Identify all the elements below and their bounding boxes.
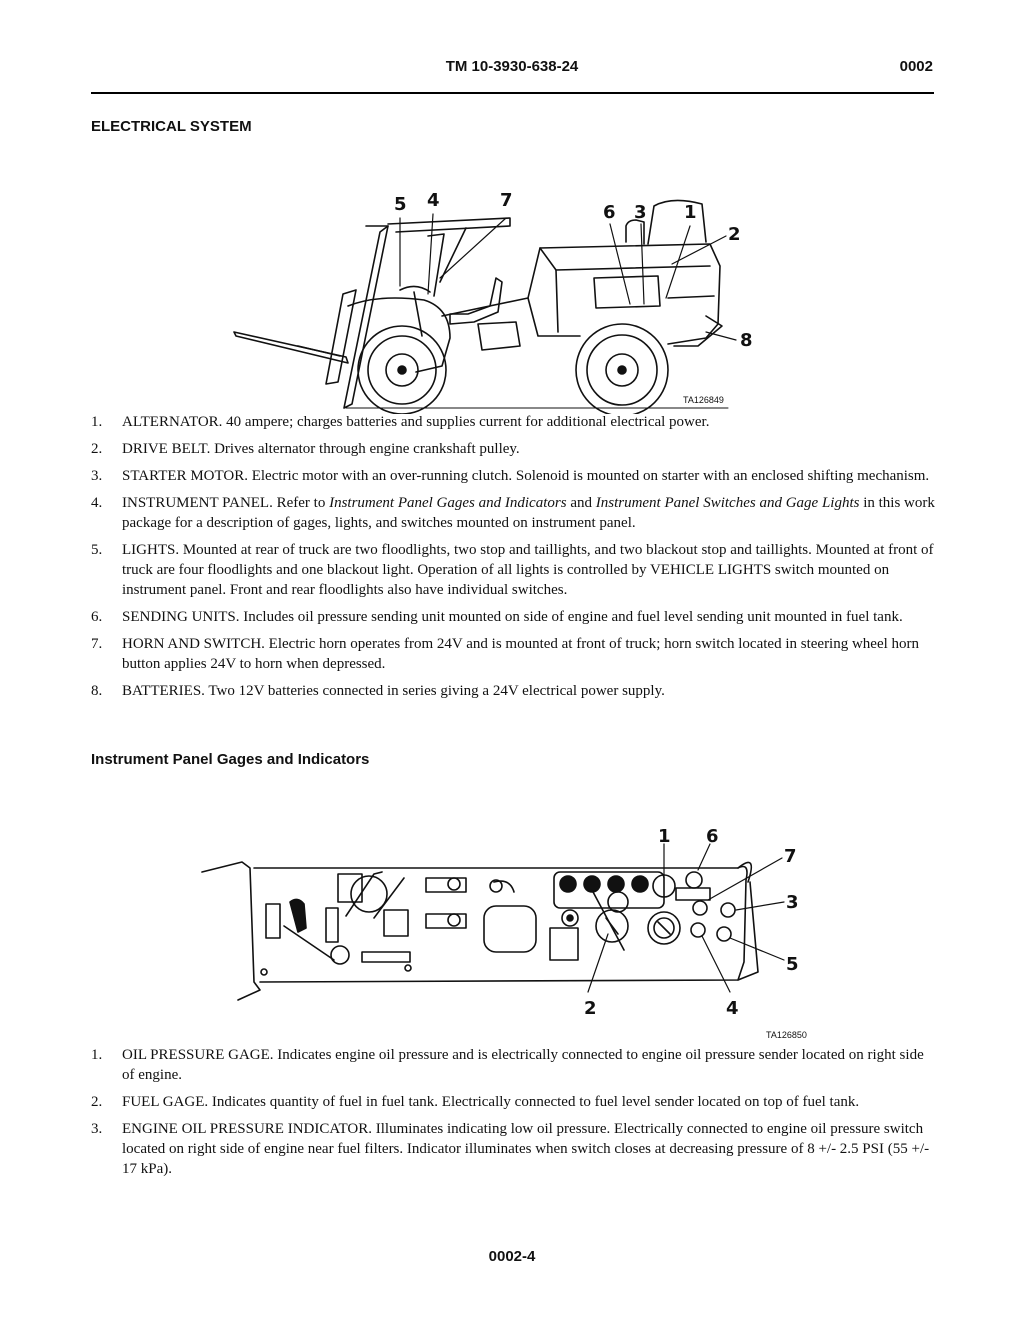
callout-1: 1 xyxy=(684,202,697,223)
item-text: LIGHTS. Mounted at rear of truck are two floodlights, two stop and taillights, and two blackout stop and taillights. Mounted at front of truck are four floodlights and one blackout light. Operation of all lights is controlled by VEHICLE LIGHTS switch mounted on instrument panel. Front and rear floodlights also have individual switches. xyxy=(122,542,934,598)
callout-3: 3 xyxy=(786,892,799,913)
forklift-drawing xyxy=(228,186,768,414)
callout-3: 3 xyxy=(634,202,647,223)
list-item xyxy=(91,412,936,432)
item-text-mid: and xyxy=(566,495,596,511)
section-title: ELECTRICAL SYSTEM xyxy=(91,118,252,135)
item-text: FUEL GAGE. Indicates quantity of fuel in fuel tank. Electrically connected to fuel level sender located on top of fuel tank. xyxy=(122,1094,860,1110)
callout-4: 4 xyxy=(726,998,739,1019)
callout-6: 6 xyxy=(706,826,719,847)
list-item xyxy=(91,1045,936,1085)
item-text-pre: INSTRUMENT PANEL. Refer to xyxy=(122,495,330,511)
list-item xyxy=(91,1092,936,1112)
callout-7: 7 xyxy=(500,190,513,211)
item-text-post: in this work package for a description of gages, lights, and switches mounted on instrument panel. xyxy=(122,495,935,531)
callout-6: 6 xyxy=(603,202,616,223)
electrical-components-list xyxy=(91,412,936,708)
list-item xyxy=(91,493,936,533)
item-number: 3. xyxy=(91,1121,103,1137)
callout-7: 7 xyxy=(784,846,797,867)
callout-4: 4 xyxy=(427,190,440,211)
list-item xyxy=(91,1119,936,1179)
gages-indicators-list xyxy=(91,1045,936,1186)
item-text: ALTERNATOR. 40 ampere; charges batteries and supplies current for additional electrical power. xyxy=(122,414,710,430)
item-text: OIL PRESSURE GAGE. Indicates engine oil pressure and is electrically connected to engine oil pressure sender located on right side of engine. xyxy=(122,1047,924,1083)
cross-reference-link[interactable]: Instrument Panel Gages and Indicators xyxy=(329,495,567,511)
subsection-title: Instrument Panel Gages and Indicators xyxy=(91,751,370,768)
item-number: 1. xyxy=(91,1047,103,1063)
item-number: 7. xyxy=(91,636,103,652)
callout-5: 5 xyxy=(394,194,407,215)
item-text: SENDING UNITS. Includes oil pressure sending unit mounted on side of engine and fuel level sending unit mounted in fuel tank. xyxy=(122,609,903,625)
item-number: 8. xyxy=(91,683,103,699)
list-item xyxy=(91,439,936,459)
header-rule xyxy=(91,92,934,94)
item-text: HORN AND SWITCH. Electric horn operates from 24V and is mounted at front of truck; horn switch located in steering wheel horn button applies 24V to horn when depressed. xyxy=(122,636,920,672)
list-item xyxy=(91,607,936,627)
callout-8: 8 xyxy=(740,330,753,351)
work-package-number: 0002 xyxy=(899,58,933,75)
list-item xyxy=(91,466,936,486)
callout-1: 1 xyxy=(658,826,671,847)
callout-2: 2 xyxy=(728,224,741,245)
item-number: 2. xyxy=(91,1094,103,1110)
list-item xyxy=(91,540,936,600)
item-number: 4. xyxy=(91,495,103,511)
figure-id: TA126849 xyxy=(683,395,724,405)
instrument-panel-illustration xyxy=(198,822,806,1022)
instrument-panel-drawing xyxy=(198,822,806,1022)
item-number: 3. xyxy=(91,468,103,484)
page-number: 0002-4 xyxy=(488,1248,536,1265)
callout-2: 2 xyxy=(584,998,597,1019)
item-text: DRIVE BELT. Drives alternator through engine crankshaft pulley. xyxy=(122,441,520,457)
item-number: 5. xyxy=(91,542,103,558)
figure-id: TA126850 xyxy=(766,1030,807,1040)
item-text: ENGINE OIL PRESSURE INDICATOR. Illuminates indicating low oil pressure. Electrically connected to engine oil pressure switch located on right side of engine near fuel filters. Indicator illuminates when switch closes at decreasing pressure of 8 +/- 2.5 PSI (55 +/- 17 kPa). xyxy=(122,1121,930,1177)
item-number: 2. xyxy=(91,441,103,457)
list-item xyxy=(91,681,936,701)
list-item xyxy=(91,634,936,674)
callout-5: 5 xyxy=(786,954,799,975)
forklift-illustration xyxy=(228,186,768,414)
cross-reference-link[interactable]: Instrument Panel Switches and Gage Lights xyxy=(595,495,860,511)
item-text: BATTERIES. Two 12V batteries connected in series giving a 24V electrical power supply. xyxy=(122,683,665,699)
item-text: STARTER MOTOR. Electric motor with an over-running clutch. Solenoid is mounted on starter with an enclosed shifting mechanism. xyxy=(122,468,930,484)
item-number: 6. xyxy=(91,609,103,625)
tm-number: TM 10-3930-638-24 xyxy=(445,58,579,75)
item-number: 1. xyxy=(91,414,103,430)
